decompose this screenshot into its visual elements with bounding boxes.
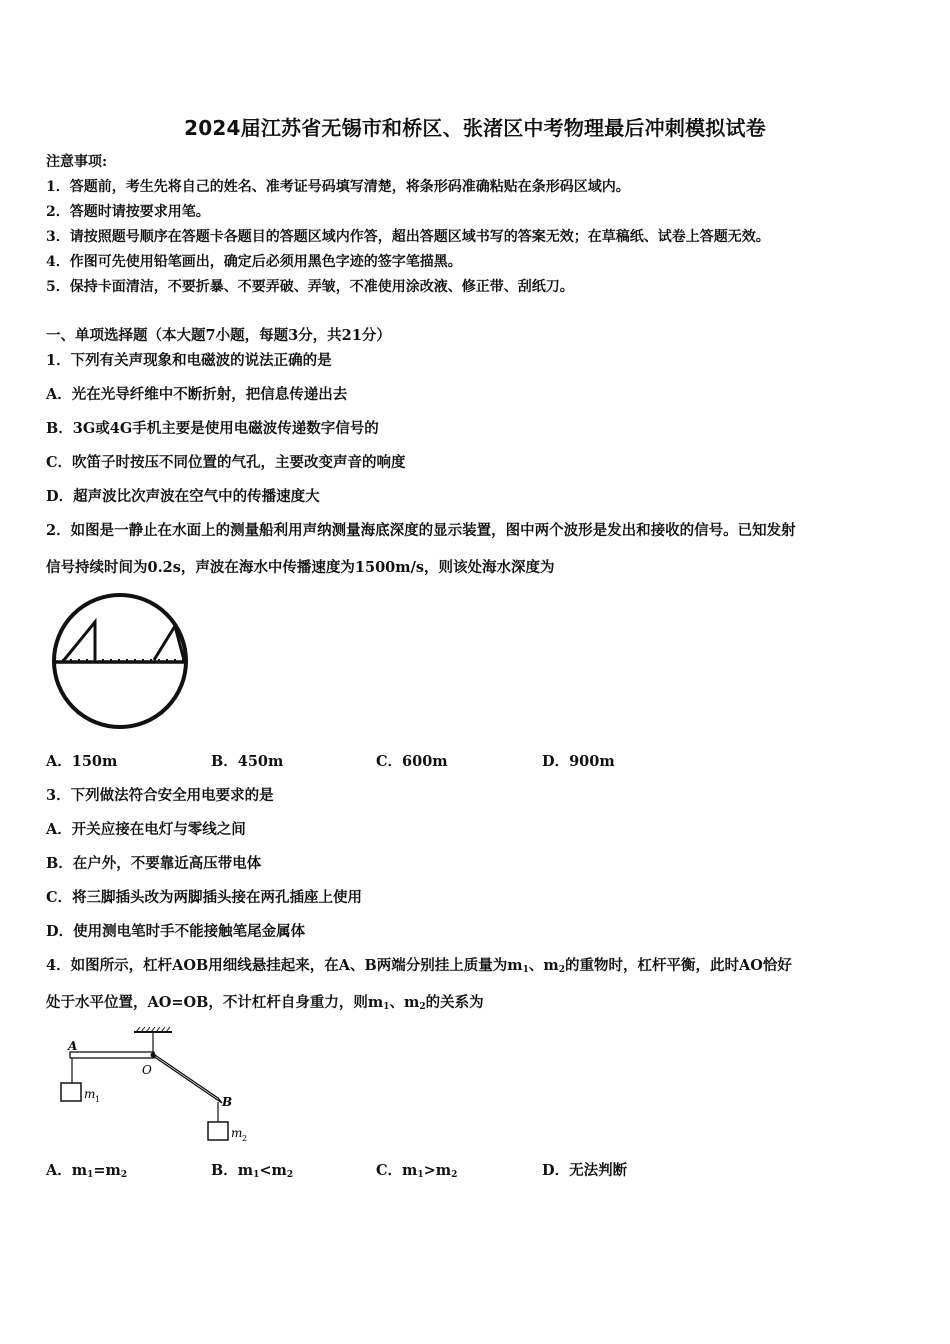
- label-m1-sub: 1: [95, 1095, 101, 1104]
- notice-item: 1．答题前，考生先将自己的姓名、准考证号码填写清楚，将条形码准确粘贴在条形码区域内。: [46, 179, 630, 195]
- lever-figure: [52, 1025, 272, 1147]
- pivot: [151, 1053, 156, 1058]
- option-c: C．600m: [376, 753, 448, 770]
- label-a: A: [68, 1039, 78, 1053]
- question-stem: 2．如图是一静止在水面上的测量船利用声纳测量海底深度的显示装置，图中两个波形是发出和接收的信号。已知发射: [46, 522, 796, 539]
- mass-m1: [61, 1083, 81, 1101]
- lever-arm-ao: [70, 1052, 154, 1058]
- option-d: D．超声波比次声波在空气中的传播速度大: [46, 488, 320, 505]
- question-stem: 处于水平位置，AO=OB，不计杠杆自身重力，则$m_1$、$m_2$的关系为: [46, 994, 484, 1012]
- option-d: D．900m: [542, 753, 615, 770]
- option-d: D．无法判断: [542, 1162, 628, 1179]
- option-b: B．450m: [211, 753, 284, 770]
- emitted-wave: [64, 622, 95, 660]
- notice-item: 4．作图可先使用铅笔画出，确定后必须用黑色字迹的签字笔描黑。: [46, 254, 462, 270]
- option-c: C．$m_1>m_2$: [376, 1162, 458, 1180]
- label-b: B: [222, 1095, 233, 1109]
- option-d: D．使用测电笔时手不能接触笔尾金属体: [46, 923, 306, 940]
- option-a: A．150m: [46, 753, 118, 770]
- mass-m2: [208, 1122, 228, 1140]
- question-stem: 信号持续时间为0.2s，声波在海水中传播速度为1500m/s，则该处海水深度为: [46, 559, 555, 576]
- option-a: A．开关应接在电灯与零线之间: [46, 821, 246, 838]
- section-heading: 一、单项选择题（本大题7小题，每题3分，共21分）: [46, 327, 391, 344]
- question-stem: 4．如图所示，杠杆AOB用细线悬挂起来，在A、B两端分别挂上质量为$m_1$、$m_2$的重物时，杠杆平衡，此时AO恰好: [46, 957, 792, 975]
- sonar-display-figure: [50, 592, 192, 732]
- lever-arm-ob: [152, 1053, 222, 1103]
- notice-item: 5．保持卡面清洁，不要折暴、不要弄破、弄皱，不准使用涂改液、修正带、刮纸刀。: [46, 279, 574, 295]
- page-title: 2024届江苏省无锡市和桥区、张渚区中考物理最后冲刺模拟试卷: [184, 116, 766, 140]
- option-c: C．吹笛子时按压不同位置的气孔，主要改变声音的响度: [46, 454, 406, 471]
- label-o: O: [142, 1063, 152, 1077]
- question-stem: 3．下列做法符合安全用电要求的是: [46, 787, 274, 804]
- option-b: B．在户外，不要靠近高压带电体: [46, 855, 262, 872]
- label-m2: m: [231, 1126, 243, 1140]
- option-c: C．将三脚插头改为两脚插头接在两孔插座上使用: [46, 889, 363, 906]
- option-b: B．3G或4G手机主要是使用电磁波传递数字信号的: [46, 420, 379, 437]
- label-m1: m: [84, 1087, 96, 1101]
- label-m2-sub: 2: [242, 1134, 248, 1143]
- notice-heading: 注意事项:: [46, 154, 108, 170]
- option-a: A．光在光导纤维中不断折射，把信息传递出去: [46, 386, 348, 403]
- option-a: A．$m_1=m_2$: [46, 1162, 128, 1180]
- option-b: B．$m_1<m_2$: [211, 1162, 294, 1180]
- notice-item: 3．请按照题号顺序在答题卡各题目的答题区域内作答，超出答题区域书写的答案无效；在草稿纸、试卷上答题无效。: [46, 229, 770, 245]
- notice-item: 2．答题时请按要求用笔。: [46, 204, 210, 220]
- question-stem: 1．下列有关声现象和电磁波的说法正确的是: [46, 352, 332, 369]
